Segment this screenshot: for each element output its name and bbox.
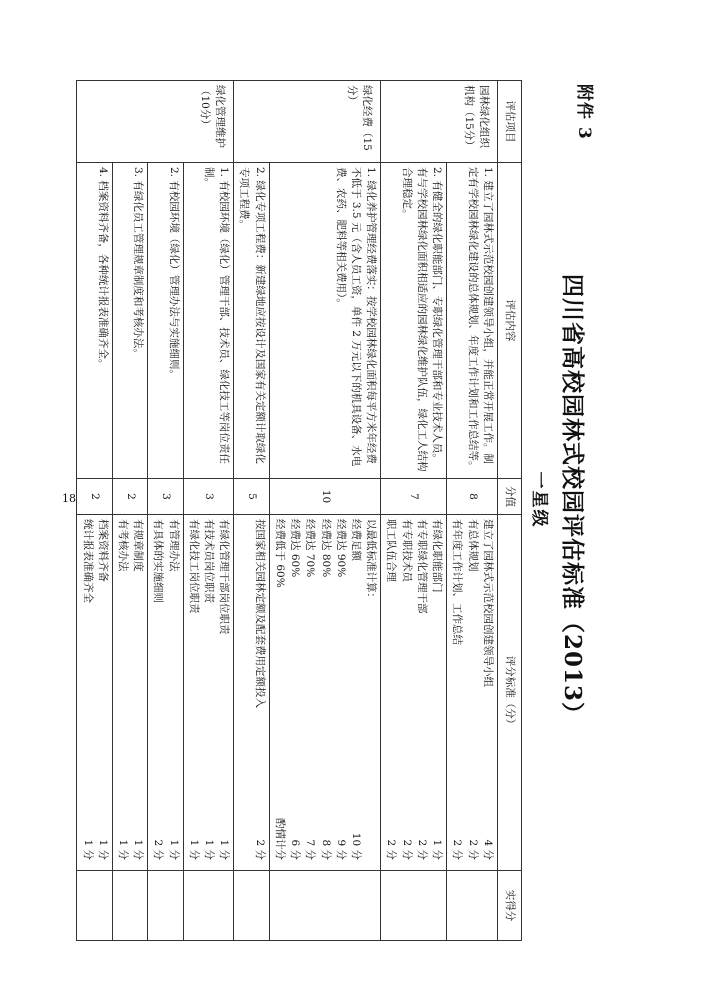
criteria-line (480, 519, 495, 866)
criteria-line (383, 519, 398, 866)
criteria-line (201, 519, 216, 866)
table-row (112, 81, 147, 941)
criteria-points: 1 分 (81, 839, 94, 860)
evaluation-content: 1. 有校园环境（绿化）管理干部、技术员、绿化技工等岗位责任制。 (183, 163, 234, 479)
table-row (148, 81, 183, 941)
criteria-points: 1 分 (187, 839, 200, 860)
criteria-line (150, 519, 165, 866)
header-score: 分值 (497, 479, 521, 515)
criteria-line (449, 519, 464, 866)
evaluation-item: 绿化管理维护（10分） (77, 81, 234, 163)
criteria-text: 有专职绿化管理干部 (415, 519, 428, 614)
criteria-points: 8 分 (319, 839, 332, 860)
evaluation-content: 2. 有校园环境（绿化）管理办法与实施细则。 (148, 163, 183, 479)
criteria-points: 1 分 (431, 839, 444, 860)
criteria-text: 经费达 90% (334, 519, 347, 578)
score-value: 3 (183, 479, 234, 515)
score-value: 7 (381, 479, 447, 515)
criteria-text: 经费达 80% (319, 519, 332, 578)
criteria-line (95, 519, 110, 866)
criteria-line (165, 519, 180, 866)
criteria-line (414, 519, 429, 866)
table-row (77, 81, 112, 941)
scoring-criteria (381, 515, 447, 871)
score-value: 2 (112, 479, 147, 515)
actual-score-cell[interactable] (234, 871, 269, 941)
criteria-points: 2 分 (253, 839, 266, 860)
score-value: 3 (148, 479, 183, 515)
criteria-text: 经费达 70% (304, 519, 317, 578)
actual-score-cell[interactable] (77, 871, 112, 941)
criteria-line (186, 519, 201, 866)
actual-score-cell[interactable] (447, 871, 498, 941)
actual-score-cell[interactable] (148, 871, 183, 941)
criteria-line (398, 519, 413, 866)
evaluation-content: 3. 有绿化员工管理规章制度和考核办法。 (112, 163, 147, 479)
criteria-text: 有考核办法 (116, 519, 129, 572)
evaluation-item: 园林绿化组织机构（15分） (381, 81, 498, 163)
criteria-line (130, 519, 145, 866)
criteria-points: 7 分 (304, 839, 317, 860)
criteria-points: 2 分 (466, 839, 479, 860)
criteria-line (302, 519, 317, 866)
score-value: 8 (447, 479, 498, 515)
scoring-criteria (148, 515, 183, 871)
evaluation-content: 1. 绿化养护管理经费落实：按学校园林绿化面积每平方米年经费不低于 3.5 元（含人员工资，单件 2 万元以下的机具设备、水电费、农药、肥料等相关费用）。 (269, 163, 381, 479)
criteria-text: 统计报表准确齐全 (81, 519, 94, 603)
criteria-text: 有总体规划 (466, 519, 479, 572)
criteria-text: 有具体的实施细则 (152, 519, 165, 603)
criteria-points: 2 分 (152, 839, 165, 860)
score-value: 10 (269, 479, 381, 515)
attachment-label: 附件 3 (574, 84, 594, 140)
criteria-points: 6 分 (289, 839, 302, 860)
criteria-points: 1 分 (203, 839, 216, 860)
criteria-points: 1 分 (96, 839, 109, 860)
criteria-text: 有规章制度 (132, 519, 145, 572)
criteria-text: 有管理办法 (167, 519, 180, 572)
criteria-line (272, 519, 287, 866)
evaluation-content: 1. 建立了园林式示范校园创建领导小组，并能正常开展工作。制定有学校园林绿化建设的总体规划、年度工作计划和工作总结等。 (447, 163, 498, 479)
criteria-text: 经费足额 (350, 519, 363, 561)
header-actual: 实得分 (497, 871, 521, 941)
actual-score-cell[interactable] (183, 871, 234, 941)
criteria-text: 按国家相关园林定额及配套费用定额投入 (253, 519, 266, 708)
criteria-points: 2 分 (415, 839, 428, 860)
scoring-criteria (447, 515, 498, 871)
evaluation-table (76, 80, 522, 941)
table-body (77, 81, 497, 941)
criteria-text: 经费低于 60% (273, 519, 286, 588)
criteria-line (363, 519, 378, 866)
criteria-line (333, 519, 348, 866)
scoring-criteria (112, 515, 147, 871)
scoring-criteria (234, 515, 269, 871)
criteria-line (216, 519, 231, 866)
table-header-row (497, 81, 521, 941)
actual-score-cell[interactable] (381, 871, 447, 941)
header-content: 评估内容 (497, 163, 521, 479)
criteria-text: 经费达 60% (289, 519, 302, 578)
evaluation-content: 2. 绿化专项工程费：新建绿地应按设计及国家有关定额计取绿化专项工程费。 (234, 163, 269, 479)
actual-score-cell[interactable] (112, 871, 147, 941)
criteria-points: 2 分 (400, 839, 413, 860)
criteria-line (79, 519, 94, 866)
criteria-points: 1 分 (167, 839, 180, 860)
header-item: 评估项目 (497, 81, 521, 163)
criteria-line (348, 519, 363, 866)
criteria-points: 1 分 (116, 839, 129, 860)
table-row (381, 81, 447, 941)
criteria-text: 有绿化技工岗位职责 (187, 519, 200, 614)
page-number: 18 (62, 492, 76, 505)
header-criteria: 评分标准（分） (497, 515, 521, 871)
criteria-text: 档案资料齐备 (96, 519, 109, 582)
criteria-text: 建立了园林式示范校园创建领导小组 (481, 519, 494, 687)
document-subtitle: 一星级 (529, 471, 549, 529)
criteria-points: 10 分 (350, 832, 363, 860)
table-row (447, 81, 498, 941)
evaluation-content: 2. 有健全的绿化职能部门、专职绿化管理干部和专业技术人员。有与学校园林绿化面积相适应的园林绿化维护队伍，绿化工人结构合理稳定。 (381, 163, 447, 479)
criteria-line (429, 519, 444, 866)
criteria-line (252, 519, 267, 866)
criteria-points: 2 分 (451, 839, 464, 860)
evaluation-item: 绿化经费（15分） (234, 81, 381, 163)
criteria-points: 4 分 (481, 839, 494, 860)
document-title: 四川省高校园林式校园评估标准（2013） (559, 273, 586, 726)
table-row (234, 81, 269, 941)
score-value: 2 (77, 479, 112, 515)
criteria-points: 9 分 (334, 839, 347, 860)
criteria-text: 以最低标准计算： (365, 519, 378, 603)
criteria-points: 1 分 (132, 839, 145, 860)
actual-score-cell[interactable] (269, 871, 381, 941)
criteria-line (464, 519, 479, 866)
evaluation-content: 4. 档案资料齐备，各种统计报表准确齐全。 (77, 163, 112, 479)
criteria-text: 有专职技术员 (400, 519, 413, 582)
criteria-line (115, 519, 130, 866)
criteria-points: 2 分 (385, 839, 398, 860)
criteria-text: 有年度工作计划、工作总结 (451, 519, 464, 645)
criteria-text: 有技术员岗位职责 (203, 519, 216, 603)
scoring-criteria (183, 515, 234, 871)
criteria-text: 职工队伍合理 (385, 519, 398, 582)
criteria-line (287, 519, 302, 866)
criteria-text: 有绿化管理干部岗位职责 (218, 519, 231, 635)
criteria-points (363, 860, 378, 866)
criteria-text: 有绿化职能部门 (431, 519, 444, 593)
table-row (269, 81, 381, 941)
scoring-criteria (77, 515, 112, 871)
table-row (183, 81, 234, 941)
criteria-points: 1 分 (218, 839, 231, 860)
criteria-points: 酌情计分 (273, 818, 286, 860)
scoring-criteria (269, 515, 381, 871)
criteria-line (317, 519, 332, 866)
score-value: 5 (234, 479, 269, 515)
